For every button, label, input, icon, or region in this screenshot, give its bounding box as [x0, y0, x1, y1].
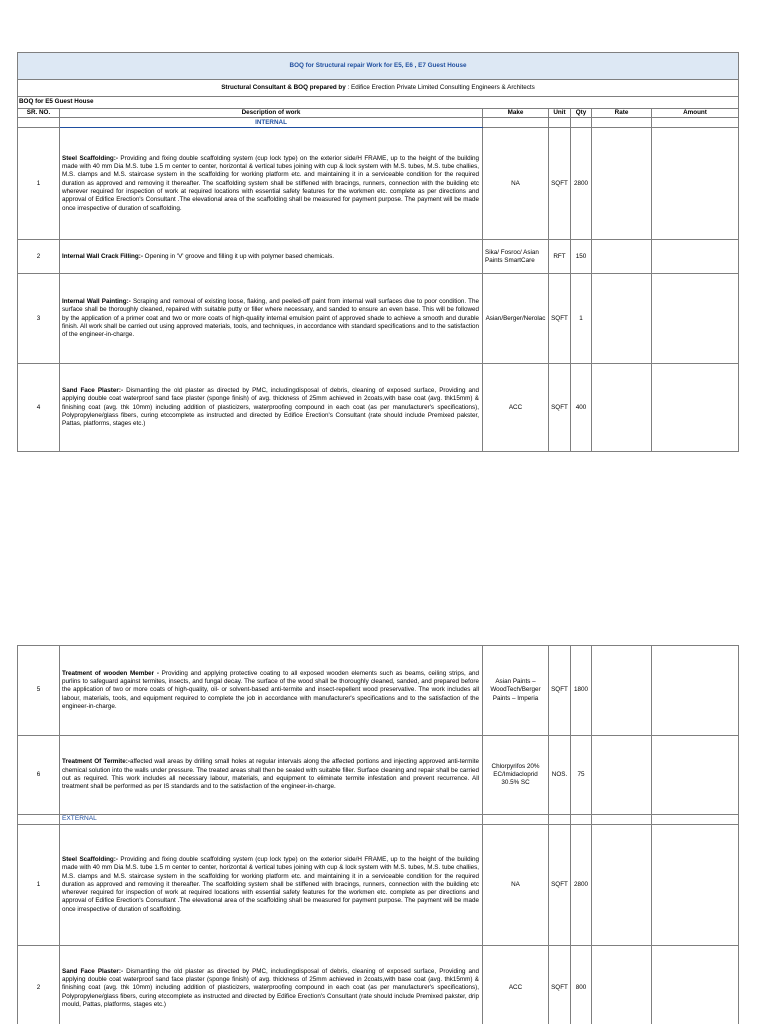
title-row	[18, 53, 739, 80]
amount-cell[interactable]	[652, 646, 739, 736]
description-cell	[60, 646, 483, 736]
table-row	[18, 364, 739, 452]
table-row	[18, 646, 739, 736]
col-header-unit: Unit	[549, 109, 571, 118]
item-title: Sand Face Plaster:-	[62, 967, 124, 975]
section-spacer	[18, 118, 60, 128]
section-spacer	[18, 815, 60, 825]
section-spacer	[652, 118, 739, 128]
column-header-row	[18, 109, 739, 118]
unit-cell: SQFT	[549, 128, 571, 240]
boq-table-e5-internal	[17, 52, 739, 452]
rate-cell[interactable]	[592, 646, 652, 736]
section-label-internal: INTERNAL	[60, 118, 483, 128]
item-title: Internal Wall Painting:-	[62, 298, 131, 306]
table-row	[18, 736, 739, 815]
qty-cell: 2800	[571, 128, 592, 240]
boq-for-heading: BOQ for E5 Guest House	[18, 97, 739, 109]
item-title: Internal Wall Crack Filling:-	[62, 252, 143, 260]
consultant-cell	[18, 80, 739, 97]
description-cell	[60, 240, 483, 274]
qty-cell: 150	[571, 240, 592, 274]
item-text: Providing and applying protective coating to all exposed wooden elements such as beams, ceiling strips, and purlins to safeguard against termites, insects, and fungal decay. The surface of the wood shall be thoroughly cleaned, sanded, and prepared before the application of two or more coats of high-quality, oil- or solvent-based anti-termite and insect-repellent wood preservative. The work includes all labour, materials, tools, and equipment required to complete the job in accordance with manufacturer's specifications and to the satisfaction of the engineer-in-charge.	[62, 669, 479, 710]
qty-cell: 1800	[571, 646, 592, 736]
boq-title: BOQ for Structural repair Work for E5, E6 , E7 Guest House	[18, 53, 739, 80]
table-row	[18, 128, 739, 240]
item-title: Steel Scaffolding:-	[62, 154, 118, 162]
amount-cell[interactable]	[652, 946, 739, 1024]
table-row	[18, 825, 739, 946]
amount-cell[interactable]	[652, 736, 739, 815]
col-header-description: Description of work	[60, 109, 483, 118]
description-cell	[60, 736, 483, 815]
col-header-make: Make	[483, 109, 549, 118]
item-text: affected wall areas by drilling small holes at regular intervals along the affected portions and injecting approved anti-termite chemical solution into the walls under pressure. The treated areas shall then be sealed with suitable filler. Surface cleaning and repair shall be carried out as required. This work includes all necessary labour, materials, and equipment to eliminate termite infestation and prevent recurrence. All treatment shall be performed as per IS standards and to the satisfaction of the engineer-in-charge.	[62, 758, 480, 791]
boq-for-row	[18, 97, 739, 109]
section-row-internal	[18, 118, 739, 128]
section-spacer	[592, 118, 652, 128]
amount-cell[interactable]	[652, 364, 739, 452]
section-spacer	[571, 118, 592, 128]
qty-cell: 400	[571, 364, 592, 452]
section-row-external	[18, 815, 739, 825]
amount-cell[interactable]	[652, 825, 739, 946]
qty-cell: 2800	[571, 825, 592, 946]
section-spacer	[483, 815, 549, 825]
table-row	[18, 274, 739, 364]
rate-cell[interactable]	[592, 825, 652, 946]
sr-no-cell: 4	[18, 364, 60, 452]
item-title: Treatment of wooden Member -	[62, 669, 159, 677]
rate-cell[interactable]	[592, 364, 652, 452]
section-spacer	[571, 815, 592, 825]
make-cell: Asian/Berger/Nerolac	[483, 274, 549, 364]
make-cell: NA	[483, 128, 549, 240]
item-title: Treatment Of Termite:-	[62, 758, 130, 766]
description-cell	[60, 825, 483, 946]
sr-no-cell: 1	[18, 825, 60, 946]
item-text: Dismantling the old plaster as directed by PMC, includingdisposal of debris, cleaning of exposed surface, Providing and applying double coat waterproof sand face plaster (sponge finish) of avg. thickness of 25mm achieved in 2coats,with base coat (avg. thk15mm) & finishing coat (avg. thk 10mm) including addition of plasticizers, waterproofing compound in each coat (as per manufacturer's specifications), Polypropylene/glass fibers, curing etccomplete as instructed and directed by Edifice Erection's Consultant (rate should include Premixed pakster, Pattas, platforms, stages etc.)	[62, 387, 479, 428]
rate-cell[interactable]	[592, 240, 652, 274]
sr-no-cell: 2	[18, 946, 60, 1024]
rate-cell[interactable]	[592, 128, 652, 240]
rate-cell[interactable]	[592, 736, 652, 815]
sr-no-cell: 2	[18, 240, 60, 274]
section-spacer	[549, 118, 571, 128]
section-label-external: EXTERNAL	[60, 815, 483, 825]
make-cell: Chlorpyrifos 20% EC/Imidacloprid 30.5% SC	[483, 736, 549, 815]
item-text: Providing and fixing double scaffolding system (cup lock type) on the exterior side/H FRAME, up to the height of the building made with 40 mm Dia M.S. tube 1.5 m center to center, horizontal & vertical tubes joining with cup & lock system with M.S. tubes, M.S. tube challies, M.S. clamps and M.S. staircase system in the scaffolding for working platform etc. and maintaining it in a serviceable condition for the required duration as approved and removing it thereafter. The scaffolding system shall be stiffened with bracings, runners, connection with the building etc wherever required for inspection of work at required locations with essential safety features for the workmen etc. complete as per directions and approval of Edifice Erection's Consultant .The elevational area of the scaffolding shall be measured for payment purpose. The payment will be made once irrespective of duration of scaffolding.	[62, 154, 479, 212]
unit-cell: SQFT	[549, 946, 571, 1024]
sr-no-cell: 3	[18, 274, 60, 364]
description-cell	[60, 946, 483, 1024]
make-cell: ACC	[483, 946, 549, 1024]
section-spacer	[592, 815, 652, 825]
col-header-sr-no: SR. NO.	[18, 109, 60, 118]
section-spacer	[549, 815, 571, 825]
description-cell	[60, 128, 483, 240]
item-text: Scraping and removal of existing loose, flaking, and peeled-off paint from internal wall surfaces due to poor condition. The surface shall be thoroughly cleaned, repaired with suitable putty or filler where necessary, and sanded to ensure an even base. This will be followed by the application of a primer coat and two or more coats of high-quality internal emulsion paint of approved shade to achieve a smooth and durable finish. All work shall be carried out using approved materials, tools, and techniques, in accordance with standard specifications and to the satisfaction of the engineer-in-charge.	[62, 298, 479, 339]
col-header-qty: Qty	[571, 109, 592, 118]
col-header-rate: Rate	[592, 109, 652, 118]
consultant-label: Structural Consultant & BOQ prepared by	[221, 83, 346, 91]
make-cell: NA	[483, 825, 549, 946]
consultant-value: : Edifice Erection Private Limited Consulting Engineers & Architects	[347, 83, 535, 91]
item-title: Sand Face Plaster:-	[62, 387, 124, 395]
table-row	[18, 240, 739, 274]
rate-cell[interactable]	[592, 274, 652, 364]
amount-cell[interactable]	[652, 274, 739, 364]
consultant-row	[18, 80, 739, 97]
item-title: Steel Scaffolding:-	[62, 855, 118, 863]
table-row	[18, 946, 739, 1024]
unit-cell: SQFT	[549, 274, 571, 364]
item-text: Opening in 'V' groove and filling it up with polymer based chemicals.	[142, 252, 334, 260]
sr-no-cell: 5	[18, 646, 60, 736]
item-text: Dismantling the old plaster as directed by PMC, includingdisposal of debris, cleaning of exposed surface, Providing and applying double coat waterproof sand face plaster (sponge finish) of avg. thickness of 25mm achieved in 2coats,with base coat (avg. thk15mm) & finishing coat (avg. thk 10mm) including addition of plasticizers, waterproofing compound in each coat (as per manufacturer's specifications), Polypropylene/glass fibers, curing etccomplete as instructed and directed by Edifice Erection's Consultant (rate should include Premixed pakster, drip mould, Pattas, platforms, stages etc.)	[62, 967, 479, 1008]
make-cell: ACC	[483, 364, 549, 452]
description-cell	[60, 274, 483, 364]
make-cell: Asian Paints – WoodTech/Berger Paints – Imperia	[483, 646, 549, 736]
section-spacer	[483, 118, 549, 128]
item-text: Providing and fixing double scaffolding system (cup lock type) on the exterior side/H FRAME, up to the height of the building made with 40 mm Dia M.S. tube 1.5 m center to center, horizontal & vertical tubes joining with cup & lock system with M.S. tubes, M.S. tube challies, M.S. clamps and M.S. staircase system in the scaffolding for working platform etc. and maintaining it in a serviceable condition for the required duration as approved and removing it thereafter. The scaffolding system shall be stiffened with bracings, runners, connection with the building etc wherever required for inspection of work at required locations with essential safety features for the workmen etc. complete as per directions and approval of Edifice Erection's Consultant .The elevational area of the scaffolding shall be measured for payment purpose. The payment will be made once irrespective of duration of scaffolding.	[62, 855, 479, 913]
unit-cell: SQFT	[549, 825, 571, 946]
sr-no-cell: 1	[18, 128, 60, 240]
qty-cell: 1	[571, 274, 592, 364]
description-cell	[60, 364, 483, 452]
unit-cell: SQFT	[549, 646, 571, 736]
amount-cell[interactable]	[652, 240, 739, 274]
make-cell: Sika/ Fosroc/ Asian Paints SmartCare	[483, 240, 549, 274]
section-spacer	[652, 815, 739, 825]
amount-cell[interactable]	[652, 128, 739, 240]
unit-cell: RFT	[549, 240, 571, 274]
unit-cell: SQFT	[549, 364, 571, 452]
boq-table-e5-continued	[17, 645, 739, 1024]
sr-no-cell: 6	[18, 736, 60, 815]
qty-cell: 800	[571, 946, 592, 1024]
qty-cell: 75	[571, 736, 592, 815]
rate-cell[interactable]	[592, 946, 652, 1024]
col-header-amount: Amount	[652, 109, 739, 118]
unit-cell: NOS.	[549, 736, 571, 815]
